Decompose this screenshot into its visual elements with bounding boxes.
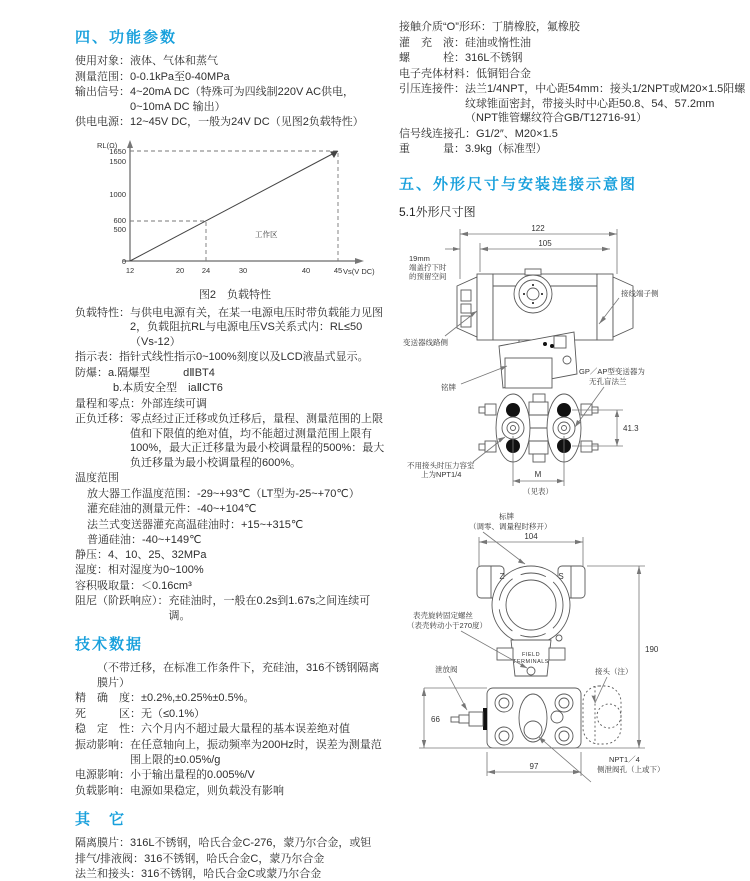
dim-190-text: 190 [645,644,659,654]
dim-m-text: M [534,469,542,479]
x-tick: 12 [125,265,135,275]
spec-label: 量程和零点： [75,397,141,410]
spec-label: 负载影响： [75,784,130,797]
spec-label: 螺 栓： [399,52,465,65]
spec-row [75,738,389,767]
label-text: 铭牌 [441,382,456,392]
spec-row [75,350,389,365]
spec-value: 在任意轴向上，振动频率为200Hz时，误差为测量范围上限的±0.05%/g [130,738,382,766]
spec-label: 电源影响： [75,769,130,782]
spec-value: 316不锈钢，哈氏合金C或蒙乃尔合金 [141,868,322,881]
spec-row [399,142,747,157]
dimension-104 [479,532,583,566]
label-line: 标牌 [499,511,514,521]
x-tick: 30 [238,265,248,275]
left-column [75,26,389,881]
temp-range-item: 灌充硅油的测量元件：-40~+104℃ [87,503,257,516]
spec-value: 充硅油时，一般在0.2s到1.67s之间连续可调。 [168,595,371,622]
spare-space-label [409,254,447,281]
spec-value: G1/2″、M20×1.5 [476,127,558,140]
y-tick: 500 [113,224,126,234]
spec-value: 指针式线性指示0~100%刻度以及LCD液晶式显示。 [119,351,369,364]
connector-label [592,666,633,703]
spec-value: 丁腈橡胶，氟橡胶 [491,21,580,33]
dimension-97 [487,752,581,776]
transmitter-side-view [477,566,585,676]
spec-value: 低铜铝合金 [476,67,531,80]
outline-drawing-side-view [399,510,739,846]
working-area-annotation: 工作区 [255,229,278,239]
label-line: 端盖拧下时 [409,262,447,272]
spec-value: 316不锈钢，哈氏合金C，蒙乃尔合金 [144,852,325,865]
label-line: 的预留空间 [409,271,447,281]
spec-value: 小于输出量程的0.005%/V [130,769,255,782]
temp-range-item: 普通硅油：-40~+149℃ [87,534,202,547]
dim-104-text: 104 [524,531,538,541]
spec-value: 0-0.1kPa至0-40MPa [130,70,230,83]
spec-row [75,306,389,350]
spec-label: 容积吸取量： [75,579,141,592]
other-heading: 其 它 [75,811,127,829]
temp-range-item: 法兰式变送器灌充高温硅油时：+15~+315℃ [87,518,304,531]
spec-row [399,36,747,51]
label-line: 无孔盲法兰 [589,376,627,386]
spec-value: 3.9kg（标准型） [465,143,547,156]
outline-drawing-front-view [399,224,739,504]
dim-122-text: 122 [531,223,545,233]
chart-x-ticks [126,266,342,275]
spec-value: 零点经过正迁移或负迁移后，量程、测量范围的上限值和下限值的绝对值，均不能超过测量范围上限有100%，最大正迁移量为最小校调量程的500%：最大负迁移量为最小校调量程的600%。 [130,413,385,469]
label-line: NPT1／4 [609,754,640,764]
spec-label: 引压连接件： [399,83,465,96]
label-line: 19mm [409,253,430,263]
spec-value: a.隔爆型 dⅡBT4 [108,366,215,379]
chart-axes [97,140,375,276]
dim-105-text: 105 [538,238,552,248]
spec-row [75,70,389,85]
spec-value: 电源如果稳定，则负载没有影响 [130,784,284,797]
spec-row [75,867,389,881]
spec-label: 电子壳体材料： [399,67,476,80]
spec-value: 外部连续可调 [141,397,207,410]
spec-label: 精 确 度： [75,692,141,705]
spec-value: 六个月内不超过最大量程的基本误差绝对值 [141,723,350,736]
spec-label: 重 量： [399,143,465,156]
label-line: 上为NPT1/4 [421,469,462,479]
manifold-block [451,688,581,748]
spec-value: 与供电电源有关，在某一电源电压时带负载能力见图2，负载阻抗RL与电源电压VS关系式内：RL≤50（Vs-12） [130,306,383,348]
spec-row [399,82,747,126]
spec-value: 4、10、25、32MPa [108,548,207,561]
spec-label: 湿度： [75,564,108,577]
spec-row [75,707,389,722]
spec-row [399,51,747,66]
label-line: 表壳旋转固定螺丝 [413,610,473,620]
spec-row [75,836,389,851]
spec-value: 硅油或惰性油 [465,36,531,49]
label-line: 不用接头时压力容室 [407,460,475,470]
label-line: GP／AP型变送器为 [579,366,645,376]
dim-41-3-text: 41.3 [623,423,639,433]
spec-label: 静压： [75,548,108,561]
spec-value: 法兰1/4NPT，中心距54mm：接头1/2NPT或M20×1.5阳螺纹球锥面密封，带接头时中心距50.8、54、57.2mm（NPT锥管螺纹符合GB/T12716-91） [465,83,746,125]
label-text: 变送器线路侧 [403,337,448,347]
dim-66-text: 66 [431,714,440,724]
spec-row [75,366,389,381]
spec-row [75,579,389,594]
spec-row [399,20,747,35]
section4-heading: 四、功能参数 [75,29,178,46]
spec-value: 12~45V DC，一般为24V DC（见图2负载特性） [130,116,364,129]
y-tick: 0 [121,256,126,266]
load-characteristic-chart [85,136,389,302]
spec-value: ＜0.16cm³ [141,579,192,592]
spec-row [75,548,389,563]
spec-value: ±0.2%,±0.25%±0.5%。 [141,692,255,705]
spec-value: 316L不锈钢，哈氏合金C-276，蒙乃尔合金，或钽 [130,837,372,850]
spec-value: 316L不锈钢 [465,52,523,65]
label-text: 泄放阀 [435,664,458,674]
label-text: 接线端子侧 [621,288,659,298]
tag-label [469,511,552,564]
spec-row [75,54,389,69]
spec-row [399,67,747,82]
spec-row [75,115,389,130]
section5-heading: 五、外形尺寸与安装连接示意图 [399,175,638,193]
y-tick: 1650 [109,146,126,156]
y-tick: 1500 [109,156,126,166]
nameplate-label [441,366,507,392]
gp-ap-label [575,366,645,427]
spec-label: 正负迁移： [75,413,130,426]
spec-row [75,691,389,706]
y-tick: 600 [113,215,126,225]
spec-label: 输出信号： [75,86,130,99]
spec-label: 法兰和接头： [75,868,141,881]
spec-row [75,594,389,623]
spec-label: 使用对象： [75,55,130,67]
spec-label: 负载特性： [75,306,130,319]
spec-label: 稳 定 性： [75,723,141,736]
dotted-connector [583,686,621,744]
spec-label: 隔离膜片： [75,837,130,850]
spec-value: 无（≤0.1%） [141,707,206,720]
chart-y-ticks [109,147,126,266]
spec-row [399,127,747,142]
spec-label: 测量范围： [75,70,130,83]
spec-value: 4~20mA DC（特殊可为四线制220V AC供电，0~10mA DC 输出） [130,86,355,113]
section51-subheading: 5.1外形尺寸图 [399,204,476,219]
label-line: （调零、调量程时移开） [469,521,552,531]
x-tick: 40 [301,265,311,275]
temp-range-title: 温度范围 [75,472,119,485]
spec-row [75,784,389,799]
dimension-105 [445,239,610,272]
dim-m-note: （见表） [523,486,553,496]
drain-valve-label [435,664,467,710]
x-tick: 45 [333,265,343,275]
spec-row [75,381,389,396]
y-tick: 1000 [109,189,126,199]
spec-row [75,397,389,412]
load-chart-svg [85,136,390,286]
spec-row [75,768,389,783]
label-line: （表壳转动小于270度） [407,620,488,630]
spec-label: 供电电源： [75,116,130,129]
spec-label: 指示表： [75,351,119,364]
load-line [130,151,338,261]
mark-z: Z [499,571,505,581]
x-tick: 20 [175,265,185,275]
spec-value: b.本质安全型 iaⅡCT6 [112,382,223,395]
spec-label: 阻尼（阶跃响应）： [75,595,169,608]
spec-value: 液体、气体和蒸气 [130,55,218,67]
spec-label: 防爆： [75,366,108,379]
spec-row [75,852,389,867]
spec-label: 死 区： [75,707,141,720]
spec-label: 振动影响： [75,738,130,751]
spec-label: 灌 充 液： [399,36,465,49]
right-column [399,20,747,846]
spec-label: 接触介质“O”形环： [399,21,492,33]
label-line: 侧泄阀孔（上或下） [597,764,665,774]
device-text-field: FIELD [521,651,541,658]
spec-value: 相对湿度为0~100% [108,564,204,577]
x-tick: 24 [201,265,211,275]
tech-data-note: （不带迁移，在标准工作条件下，充硅油，316不锈钢隔离膜片） [97,662,380,689]
spec-row [75,85,389,114]
x-axis-label: Vs(V DC) [343,266,375,276]
temp-range-item: 放大器工作温度范围：-29~+93℃（LT型为-25~+70℃） [87,487,360,500]
mark-s: S [558,571,564,581]
flange-assembly [479,394,598,462]
spec-label: 信号线连接孔： [399,127,476,140]
label-text: 接头（注） [595,666,633,676]
device-text-terminals: TERMINALS [513,658,549,665]
spec-row [75,563,389,578]
spec-label: 排气/排液阀： [75,852,145,865]
y-axis-label: RL(Ω) [97,140,118,150]
dim-97-text: 97 [529,761,539,771]
transmitter-front-view [457,269,633,340]
spec-row [75,722,389,737]
figure-caption: 图2 负载特性 [198,288,272,301]
spec-row [75,412,389,470]
tech-data-heading: 技术数据 [75,636,144,654]
